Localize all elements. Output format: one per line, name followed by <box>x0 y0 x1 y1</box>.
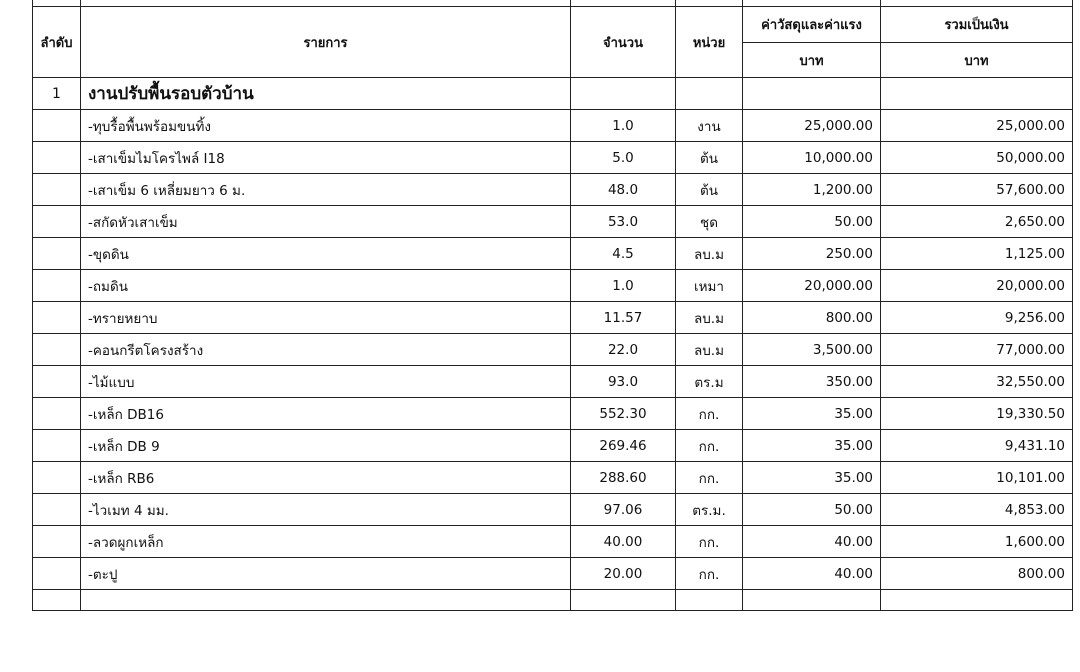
cost-estimate-table <box>32 0 1073 611</box>
item-number <box>33 238 81 270</box>
header-total: รวมเป็นเงิน <box>881 7 1073 43</box>
item-number <box>33 302 81 334</box>
item-total: 2,650.00 <box>881 206 1073 238</box>
item-unit-price: 25,000.00 <box>743 110 881 142</box>
header-unit: หน่วย <box>676 7 743 78</box>
item-description: -เหล็ก DB 9 <box>81 430 571 462</box>
item-total: 1,600.00 <box>881 526 1073 558</box>
item-number <box>33 494 81 526</box>
table-row <box>33 206 1073 238</box>
item-number <box>33 110 81 142</box>
table-row <box>33 334 1073 366</box>
item-total: 10,101.00 <box>881 462 1073 494</box>
item-quantity: 22.0 <box>571 334 676 366</box>
item-unit: ต้น <box>676 174 743 206</box>
item-total: 32,550.00 <box>881 366 1073 398</box>
table-row <box>33 494 1073 526</box>
item-unit-price: 3,500.00 <box>743 334 881 366</box>
item-unit: ลบ.ม <box>676 238 743 270</box>
item-unit-price: 35.00 <box>743 398 881 430</box>
table-row <box>33 526 1073 558</box>
item-unit: เหมา <box>676 270 743 302</box>
item-total: 20,000.00 <box>881 270 1073 302</box>
header-total-currency: บาท <box>881 43 1073 78</box>
item-description: -เสาเข็มไมโครไพล์ I18 <box>81 142 571 174</box>
item-unit-price: 250.00 <box>743 238 881 270</box>
table-next-row-stub <box>33 590 1073 611</box>
item-unit: ตร.ม <box>676 366 743 398</box>
item-quantity: 5.0 <box>571 142 676 174</box>
item-quantity: 1.0 <box>571 110 676 142</box>
header-no: ลำดับ <box>33 7 81 78</box>
item-quantity: 288.60 <box>571 462 676 494</box>
item-quantity: 93.0 <box>571 366 676 398</box>
item-description: -เหล็ก RB6 <box>81 462 571 494</box>
item-unit-price: 40.00 <box>743 526 881 558</box>
item-quantity: 48.0 <box>571 174 676 206</box>
item-number <box>33 558 81 590</box>
item-unit-price: 40.00 <box>743 558 881 590</box>
item-unit-price: 50.00 <box>743 206 881 238</box>
item-description: -เหล็ก DB16 <box>81 398 571 430</box>
item-description: -ไวเมท 4 มม. <box>81 494 571 526</box>
item-quantity: 11.57 <box>571 302 676 334</box>
item-number <box>33 398 81 430</box>
item-quantity: 97.06 <box>571 494 676 526</box>
item-unit-price: 10,000.00 <box>743 142 881 174</box>
item-quantity: 1.0 <box>571 270 676 302</box>
section-title: งานปรับพื้นรอบตัวบ้าน <box>81 78 571 110</box>
item-total: 1,125.00 <box>881 238 1073 270</box>
item-quantity: 40.00 <box>571 526 676 558</box>
item-unit: กก. <box>676 462 743 494</box>
item-number <box>33 142 81 174</box>
item-total: 57,600.00 <box>881 174 1073 206</box>
section-number: 1 <box>33 78 81 110</box>
item-unit: กก. <box>676 526 743 558</box>
table-row <box>33 398 1073 430</box>
item-total: 50,000.00 <box>881 142 1073 174</box>
item-number <box>33 174 81 206</box>
table-row <box>33 174 1073 206</box>
item-unit-price: 35.00 <box>743 430 881 462</box>
item-unit: ชุด <box>676 206 743 238</box>
header-price-currency: บาท <box>743 43 881 78</box>
table-row <box>33 302 1073 334</box>
header-quantity: จำนวน <box>571 7 676 78</box>
item-description: -สกัดหัวเสาเข็ม <box>81 206 571 238</box>
item-total: 800.00 <box>881 558 1073 590</box>
table-row <box>33 270 1073 302</box>
item-unit-price: 800.00 <box>743 302 881 334</box>
item-number <box>33 526 81 558</box>
item-unit: ลบ.ม <box>676 302 743 334</box>
header-description: รายการ <box>81 7 571 78</box>
item-unit: งาน <box>676 110 743 142</box>
table-row <box>33 366 1073 398</box>
item-number <box>33 270 81 302</box>
item-total: 19,330.50 <box>881 398 1073 430</box>
table-row <box>33 558 1073 590</box>
item-number <box>33 462 81 494</box>
item-description: -เสาเข็ม 6 เหลี่ยมยาว 6 ม. <box>81 174 571 206</box>
item-description: -ทุบรื้อพื้นพร้อมขนทิ้ง <box>81 110 571 142</box>
item-number <box>33 366 81 398</box>
header-material-labor: ค่าวัสดุและค่าแรง <box>743 7 881 43</box>
item-unit-price: 350.00 <box>743 366 881 398</box>
table-row <box>33 238 1073 270</box>
item-unit: กก. <box>676 558 743 590</box>
item-quantity: 4.5 <box>571 238 676 270</box>
item-description: -ลวดผูกเหล็ก <box>81 526 571 558</box>
item-total: 25,000.00 <box>881 110 1073 142</box>
section-row <box>33 78 1073 110</box>
item-description: -ถมดิน <box>81 270 571 302</box>
item-unit: ลบ.ม <box>676 334 743 366</box>
item-number <box>33 430 81 462</box>
item-unit-price: 20,000.00 <box>743 270 881 302</box>
item-quantity: 20.00 <box>571 558 676 590</box>
item-total: 77,000.00 <box>881 334 1073 366</box>
table-row <box>33 462 1073 494</box>
item-description: -ขุดดิน <box>81 238 571 270</box>
item-unit-price: 50.00 <box>743 494 881 526</box>
item-description: -ไม้แบบ <box>81 366 571 398</box>
item-total: 4,853.00 <box>881 494 1073 526</box>
item-unit-price: 1,200.00 <box>743 174 881 206</box>
item-quantity: 552.30 <box>571 398 676 430</box>
item-unit: ตร.ม. <box>676 494 743 526</box>
item-total: 9,256.00 <box>881 302 1073 334</box>
table-row <box>33 430 1073 462</box>
item-quantity: 269.46 <box>571 430 676 462</box>
item-unit: กก. <box>676 430 743 462</box>
item-description: -ตะปู <box>81 558 571 590</box>
header-row <box>33 7 1073 43</box>
item-description: -คอนกรีตโครงสร้าง <box>81 334 571 366</box>
table-row <box>33 142 1073 174</box>
table-row <box>33 110 1073 142</box>
item-description: -ทรายหยาบ <box>81 302 571 334</box>
item-unit-price: 35.00 <box>743 462 881 494</box>
item-number <box>33 206 81 238</box>
item-number <box>33 334 81 366</box>
item-unit: ต้น <box>676 142 743 174</box>
item-total: 9,431.10 <box>881 430 1073 462</box>
item-unit: กก. <box>676 398 743 430</box>
item-quantity: 53.0 <box>571 206 676 238</box>
